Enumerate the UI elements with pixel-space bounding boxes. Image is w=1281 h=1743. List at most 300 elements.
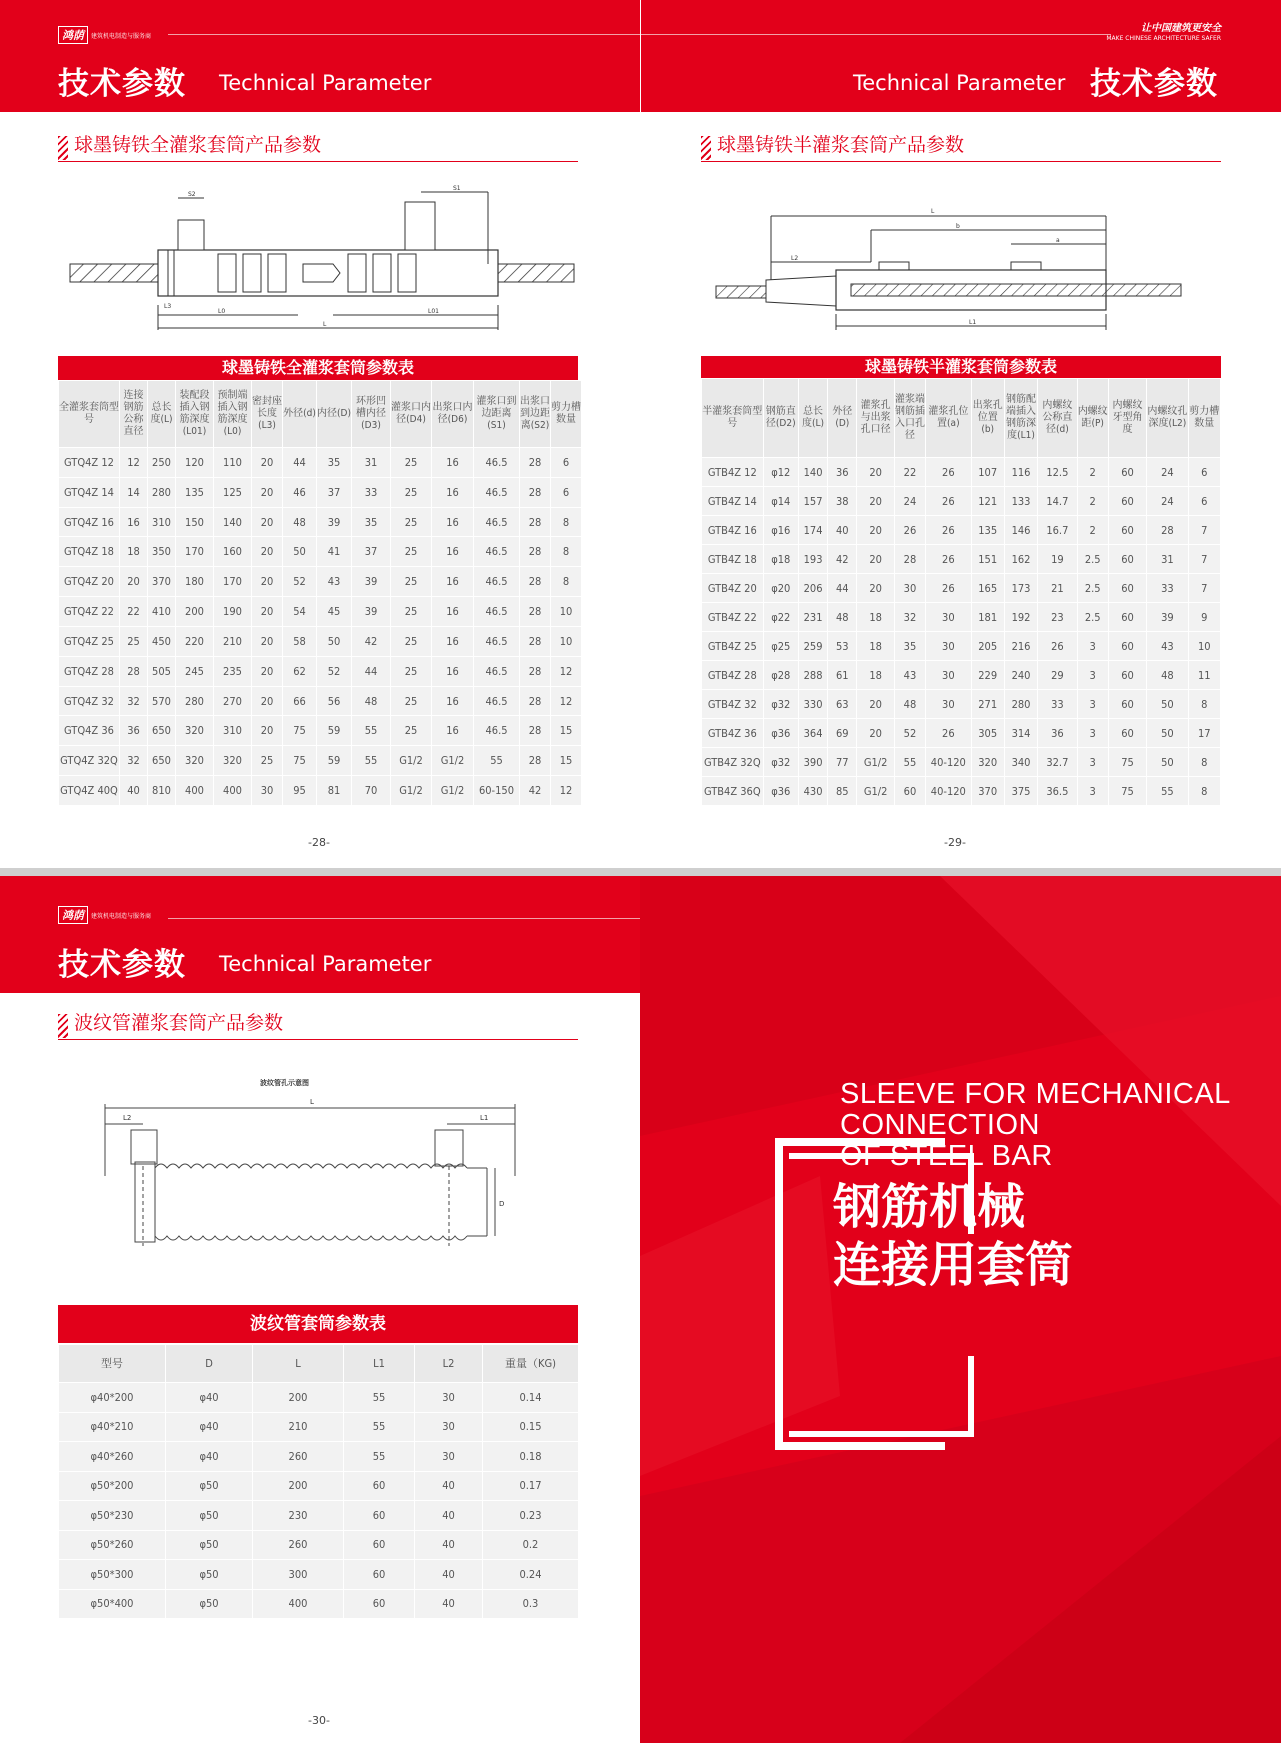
value-cell: 46.5 <box>474 627 519 656</box>
model-cell: GTB4Z 36Q <box>702 777 763 805</box>
value-cell: 8 <box>551 567 581 596</box>
value-cell: 305 <box>972 719 1004 747</box>
value-cell: 135 <box>176 478 213 507</box>
svg-text:L2: L2 <box>123 1114 132 1122</box>
value-cell: 48 <box>1147 661 1187 689</box>
value-cell: 52 <box>317 657 351 686</box>
table-row <box>702 719 1220 747</box>
value-cell: 310 <box>214 716 251 745</box>
table-row <box>59 1413 578 1442</box>
model-cell: GTQ4Z 32 <box>59 687 119 716</box>
value-cell: 52 <box>895 719 925 747</box>
value-cell: 2.5 <box>1078 574 1108 602</box>
value-cell: 75 <box>283 746 316 775</box>
value-cell: G1/2 <box>391 776 431 805</box>
value-cell: 28 <box>520 508 550 537</box>
table-row <box>702 516 1220 544</box>
brand-logo: 鸿荫 建筑机电制造与服务商 <box>58 26 151 44</box>
value-cell: 28 <box>520 567 550 596</box>
value-cell: φ25 <box>764 632 798 660</box>
svg-text:L01: L01 <box>428 308 439 315</box>
value-cell: 107 <box>972 458 1004 486</box>
value-cell: φ50 <box>166 1531 252 1560</box>
model-cell: GTQ4Z 40Q <box>59 776 119 805</box>
table-row <box>59 478 581 507</box>
value-cell: 20 <box>252 448 282 477</box>
value-cell: 46.5 <box>474 687 519 716</box>
table-row <box>59 776 581 805</box>
value-cell: φ32 <box>764 748 798 776</box>
page-header <box>0 876 640 993</box>
svg-text:L: L <box>323 321 327 328</box>
value-cell: 48 <box>352 687 390 716</box>
value-cell: 0.17 <box>483 1472 578 1501</box>
table-row <box>702 574 1220 602</box>
value-cell: 0.24 <box>483 1560 578 1589</box>
value-cell: 210 <box>253 1413 343 1442</box>
value-cell: 14.7 <box>1038 487 1076 515</box>
value-cell: 6 <box>551 448 581 477</box>
value-cell: 40-120 <box>926 748 970 776</box>
value-cell: 20 <box>252 537 282 566</box>
svg-text:D: D <box>499 1200 505 1208</box>
value-cell: 25 <box>120 627 147 656</box>
value-cell: 28 <box>520 627 550 656</box>
svg-text:L: L <box>931 208 935 215</box>
value-cell: 0.18 <box>483 1442 578 1471</box>
svg-text:L1: L1 <box>969 319 977 326</box>
value-cell: 60 <box>1109 487 1146 515</box>
value-cell: 28 <box>520 448 550 477</box>
value-cell: φ18 <box>764 545 798 573</box>
brand-slogan: 让中国建筑更安全 MAKE CHINESE ARCHITECTURE SAFER <box>1106 23 1221 42</box>
value-cell: 28 <box>520 687 550 716</box>
value-cell: 30 <box>415 1383 482 1412</box>
value-cell: 2.5 <box>1078 603 1108 631</box>
value-cell: 22 <box>895 458 925 486</box>
value-cell: 16 <box>432 597 473 626</box>
model-cell: GTB4Z 32Q <box>702 748 763 776</box>
value-cell: 133 <box>1005 487 1037 515</box>
value-cell: 0.2 <box>483 1531 578 1560</box>
value-cell: 37 <box>317 478 351 507</box>
value-cell: 16 <box>120 508 147 537</box>
value-cell: 200 <box>253 1472 343 1501</box>
value-cell: 43 <box>1147 632 1187 660</box>
value-cell: 3 <box>1078 777 1108 805</box>
cover-page <box>640 876 1281 1743</box>
page-title-en: Technical Parameter <box>219 71 432 95</box>
value-cell: 20 <box>857 690 893 718</box>
value-cell: 59 <box>317 746 351 775</box>
value-cell: 55 <box>352 716 390 745</box>
model-cell: GTB4Z 32 <box>702 690 763 718</box>
table-row <box>702 661 1220 689</box>
value-cell: 17 <box>1189 719 1220 747</box>
value-cell: 25 <box>391 716 431 745</box>
table-row <box>59 746 581 775</box>
model-cell: GTQ4Z 16 <box>59 508 119 537</box>
value-cell: 26 <box>1038 632 1076 660</box>
value-cell: 30 <box>252 776 282 805</box>
value-cell: 340 <box>1005 748 1037 776</box>
model-cell: GTQ4Z 18 <box>59 537 119 566</box>
value-cell: 77 <box>828 748 856 776</box>
value-cell: 30 <box>415 1442 482 1471</box>
model-cell: GTB4Z 12 <box>702 458 763 486</box>
value-cell: 206 <box>799 574 827 602</box>
value-cell: 8 <box>1189 690 1220 718</box>
value-cell: 20 <box>857 516 893 544</box>
value-cell: φ22 <box>764 603 798 631</box>
value-cell: 25 <box>391 478 431 507</box>
value-cell: 170 <box>176 537 213 566</box>
value-cell: 16 <box>432 478 473 507</box>
model-cell: GTQ4Z 20 <box>59 567 119 596</box>
table-row <box>59 567 581 596</box>
value-cell: 320 <box>214 746 251 775</box>
value-cell: 26 <box>926 574 970 602</box>
value-cell: 75 <box>1109 748 1146 776</box>
half-grouting-sleeve-drawing <box>711 200 1211 340</box>
table-row <box>59 687 581 716</box>
value-cell: 19 <box>1038 545 1076 573</box>
value-cell: 32 <box>120 687 147 716</box>
value-cell: 110 <box>214 448 251 477</box>
value-cell: 54 <box>283 597 316 626</box>
value-cell: 8 <box>1189 777 1220 805</box>
value-cell: 33 <box>1147 574 1187 602</box>
page-29 <box>641 0 1281 868</box>
value-cell: 29 <box>1038 661 1076 689</box>
value-cell: 60 <box>1109 690 1146 718</box>
value-cell: 320 <box>176 746 213 775</box>
value-cell: 20 <box>252 478 282 507</box>
value-cell: 58 <box>283 627 316 656</box>
value-cell: 173 <box>1005 574 1037 602</box>
value-cell: 450 <box>148 627 175 656</box>
value-cell: 120 <box>176 448 213 477</box>
svg-text:L3: L3 <box>164 303 172 310</box>
value-cell: 25 <box>391 627 431 656</box>
value-cell: 9 <box>1189 603 1220 631</box>
value-cell: 260 <box>253 1531 343 1560</box>
value-cell: 320 <box>176 716 213 745</box>
value-cell: 193 <box>799 545 827 573</box>
value-cell: 25 <box>252 746 282 775</box>
value-cell: 259 <box>799 632 827 660</box>
cover-chinese-title: 钢筋机械 连接用套筒 <box>833 1179 1074 1293</box>
value-cell: 23 <box>1038 603 1076 631</box>
value-cell: 26 <box>926 487 970 515</box>
value-cell: 60 <box>1109 661 1146 689</box>
value-cell: 25 <box>391 508 431 537</box>
value-cell: 60 <box>1109 574 1146 602</box>
value-cell: 200 <box>253 1383 343 1412</box>
value-cell: 20 <box>252 716 282 745</box>
value-cell: 26 <box>926 719 970 747</box>
model-cell: GTB4Z 20 <box>702 574 763 602</box>
value-cell: 70 <box>352 776 390 805</box>
value-cell: 350 <box>148 537 175 566</box>
value-cell: 160 <box>214 537 251 566</box>
model-cell: GTB4Z 16 <box>702 516 763 544</box>
value-cell: 40 <box>415 1560 482 1589</box>
value-cell: 20 <box>857 719 893 747</box>
value-cell: 55 <box>474 746 519 775</box>
value-cell: 170 <box>214 567 251 596</box>
page-header <box>0 0 640 112</box>
value-cell: 35 <box>317 448 351 477</box>
value-cell: 33 <box>1038 690 1076 718</box>
value-cell: φ50 <box>166 1472 252 1501</box>
value-cell: 32 <box>120 746 147 775</box>
page-gap <box>0 868 1281 876</box>
value-cell: 6 <box>551 478 581 507</box>
value-cell: 36 <box>828 458 856 486</box>
value-cell: 50 <box>283 537 316 566</box>
value-cell: 46.5 <box>474 478 519 507</box>
value-cell: 370 <box>148 567 175 596</box>
cover-english-title: SLEEVE FOR MECHANICAL CONNECTION OF STEEL BAR <box>840 1078 1231 1172</box>
table-row <box>59 1472 578 1501</box>
value-cell: 75 <box>283 716 316 745</box>
value-cell: 42 <box>520 776 550 805</box>
drawing-title: 波纹管孔示意图 <box>260 1079 309 1087</box>
value-cell: 320 <box>972 748 1004 776</box>
value-cell: 8 <box>1189 748 1220 776</box>
value-cell: 0.14 <box>483 1383 578 1412</box>
table-row <box>702 777 1220 805</box>
value-cell: 12 <box>551 687 581 716</box>
value-cell: 205 <box>972 632 1004 660</box>
table-row <box>702 458 1220 486</box>
value-cell: 55 <box>344 1383 414 1412</box>
value-cell: 60 <box>344 1472 414 1501</box>
value-cell: 370 <box>972 777 1004 805</box>
value-cell: 37 <box>352 537 390 566</box>
value-cell: 250 <box>148 448 175 477</box>
value-cell: 231 <box>799 603 827 631</box>
value-cell: 26 <box>926 545 970 573</box>
value-cell: 28 <box>1147 516 1187 544</box>
value-cell: 810 <box>148 776 175 805</box>
value-cell: 0.23 <box>483 1501 578 1530</box>
value-cell: 151 <box>972 545 1004 573</box>
value-cell: 400 <box>214 776 251 805</box>
model-cell: φ40*260 <box>59 1442 165 1471</box>
section-title: 球墨铸铁全灌浆套筒产品参数 <box>58 132 578 162</box>
value-cell: 16 <box>432 716 473 745</box>
value-cell: φ14 <box>764 487 798 515</box>
value-cell: 15 <box>551 746 581 775</box>
value-cell: 95 <box>283 776 316 805</box>
value-cell: 60 <box>344 1560 414 1589</box>
value-cell: 60 <box>1109 632 1146 660</box>
model-cell: φ40*210 <box>59 1413 165 1442</box>
corrugated-sleeve-drawing <box>95 1086 555 1246</box>
value-cell: 25 <box>391 597 431 626</box>
page-title-en: Technical Parameter <box>219 952 432 976</box>
value-cell: φ50 <box>166 1590 252 1619</box>
value-cell: 24 <box>895 487 925 515</box>
value-cell: 28 <box>520 746 550 775</box>
table-row <box>59 657 581 686</box>
model-cell: GTQ4Z 12 <box>59 448 119 477</box>
table-header-row: 全灌浆套筒型号 连接钢筋公称直径 总长度(L) 装配段插入钢筋深度(L01) 预制端插入钢筋深度(L0) 密封座长度(L3) 外径(d) 内径(D) 环形凹槽内径(D3) 灌浆口内径(D4) 出浆口内径(D6) 灌浆口到边距离(S1) 出浆口到边距离(S2) 剪力槽数量 <box>59 381 581 447</box>
table-header-row: 半灌浆套筒型号 钢筋直径(D2) 总长度(L) 外径(D) 灌浆孔与出浆孔口径 灌浆端钢筋插入口孔径 灌浆孔位置(a) 出浆孔位置(b) 钢筋配端插入钢筋深度(L1) 内螺纹公称直径(d) 内螺纹距(P) 内螺纹牙型角度 内螺纹孔深度(L2) 剪力槽数量 <box>702 379 1220 457</box>
value-cell: 26 <box>926 516 970 544</box>
value-cell: 26 <box>926 458 970 486</box>
value-cell: 229 <box>972 661 1004 689</box>
value-cell: 46 <box>283 478 316 507</box>
value-cell: 0.15 <box>483 1413 578 1442</box>
value-cell: 28 <box>120 657 147 686</box>
value-cell: 85 <box>828 777 856 805</box>
value-cell: 7 <box>1189 574 1220 602</box>
model-cell: GTQ4Z 36 <box>59 716 119 745</box>
value-cell: 20 <box>857 458 893 486</box>
value-cell: 280 <box>176 687 213 716</box>
svg-text:b: b <box>956 223 960 230</box>
value-cell: 28 <box>520 478 550 507</box>
value-cell: 46.5 <box>474 657 519 686</box>
table-row <box>59 1442 578 1471</box>
value-cell: 44 <box>283 448 316 477</box>
value-cell: 165 <box>972 574 1004 602</box>
model-cell: GTB4Z 14 <box>702 487 763 515</box>
value-cell: 22 <box>120 597 147 626</box>
value-cell: 30 <box>926 603 970 631</box>
value-cell: 56 <box>317 687 351 716</box>
value-cell: 7 <box>1189 545 1220 573</box>
value-cell: 181 <box>972 603 1004 631</box>
table-row <box>702 632 1220 660</box>
value-cell: 25 <box>391 567 431 596</box>
value-cell: 50 <box>1147 748 1187 776</box>
value-cell: 36 <box>120 716 147 745</box>
value-cell: 3 <box>1078 632 1108 660</box>
value-cell: 60 <box>1109 545 1146 573</box>
value-cell: 40 <box>120 776 147 805</box>
value-cell: 16 <box>432 448 473 477</box>
value-cell: 300 <box>253 1560 343 1589</box>
value-cell: φ36 <box>764 719 798 747</box>
value-cell: 16.7 <box>1038 516 1076 544</box>
value-cell: 60 <box>1109 516 1146 544</box>
value-cell: 192 <box>1005 603 1037 631</box>
value-cell: 240 <box>1005 661 1037 689</box>
value-cell: 280 <box>148 478 175 507</box>
value-cell: G1/2 <box>857 748 893 776</box>
stripes-icon <box>58 1014 68 1038</box>
value-cell: φ50 <box>166 1501 252 1530</box>
value-cell: 24 <box>1147 487 1187 515</box>
value-cell: G1/2 <box>432 776 473 805</box>
value-cell: 44 <box>352 657 390 686</box>
value-cell: 330 <box>799 690 827 718</box>
value-cell: 16 <box>432 627 473 656</box>
value-cell: 43 <box>895 661 925 689</box>
value-cell: 31 <box>1147 545 1187 573</box>
value-cell: 8 <box>551 537 581 566</box>
value-cell: 40 <box>415 1590 482 1619</box>
value-cell: 505 <box>148 657 175 686</box>
model-cell: φ50*260 <box>59 1531 165 1560</box>
value-cell: 16 <box>432 508 473 537</box>
table-row <box>59 597 581 626</box>
value-cell: 570 <box>148 687 175 716</box>
svg-text:L0: L0 <box>218 308 226 315</box>
value-cell: φ20 <box>764 574 798 602</box>
page-title-cn: 技术参数 <box>58 947 186 983</box>
value-cell: 30 <box>926 661 970 689</box>
value-cell: 48 <box>828 603 856 631</box>
value-cell: 21 <box>1038 574 1076 602</box>
page-number: -30- <box>308 1714 330 1727</box>
value-cell: 310 <box>148 508 175 537</box>
model-cell: GTB4Z 18 <box>702 545 763 573</box>
value-cell: 63 <box>828 690 856 718</box>
value-cell: φ16 <box>764 516 798 544</box>
value-cell: 81 <box>317 776 351 805</box>
model-cell: GTQ4Z 28 <box>59 657 119 686</box>
value-cell: 20 <box>252 567 282 596</box>
value-cell: 10 <box>551 627 581 656</box>
value-cell: 75 <box>1109 777 1146 805</box>
model-cell: φ50*230 <box>59 1501 165 1530</box>
value-cell: 146 <box>1005 516 1037 544</box>
value-cell: 50 <box>1147 719 1187 747</box>
value-cell: 41 <box>317 537 351 566</box>
value-cell: 40 <box>415 1531 482 1560</box>
page-28 <box>0 0 640 868</box>
value-cell: 18 <box>857 661 893 689</box>
value-cell: 390 <box>799 748 827 776</box>
svg-text:L1: L1 <box>480 1114 489 1122</box>
value-cell: 55 <box>344 1442 414 1471</box>
value-cell: 2.5 <box>1078 545 1108 573</box>
value-cell: 32.7 <box>1038 748 1076 776</box>
table-header-row: 型号 D L L1 L2 重量（KG) <box>59 1345 578 1382</box>
value-cell: 48 <box>895 690 925 718</box>
value-cell: 45 <box>317 597 351 626</box>
value-cell: 314 <box>1005 719 1037 747</box>
full-grouting-sleeve-drawing <box>68 180 576 340</box>
value-cell: 16 <box>432 537 473 566</box>
model-cell: GTQ4Z 22 <box>59 597 119 626</box>
model-cell: GTB4Z 22 <box>702 603 763 631</box>
model-cell: φ40*200 <box>59 1383 165 1412</box>
value-cell: 3 <box>1078 719 1108 747</box>
value-cell: 30 <box>415 1413 482 1442</box>
value-cell: 16 <box>432 567 473 596</box>
value-cell: 60 <box>344 1501 414 1530</box>
value-cell: 38 <box>828 487 856 515</box>
value-cell: 25 <box>391 687 431 716</box>
value-cell: 125 <box>214 478 251 507</box>
model-cell: φ50*400 <box>59 1590 165 1619</box>
value-cell: 61 <box>828 661 856 689</box>
value-cell: 28 <box>520 597 550 626</box>
model-cell: GTB4Z 36 <box>702 719 763 747</box>
value-cell: 60-150 <box>474 776 519 805</box>
value-cell: 20 <box>252 627 282 656</box>
value-cell: 46.5 <box>474 448 519 477</box>
section-title: 波纹管灌浆套筒产品参数 <box>58 1010 578 1040</box>
value-cell: φ28 <box>764 661 798 689</box>
value-cell: 16 <box>432 657 473 686</box>
